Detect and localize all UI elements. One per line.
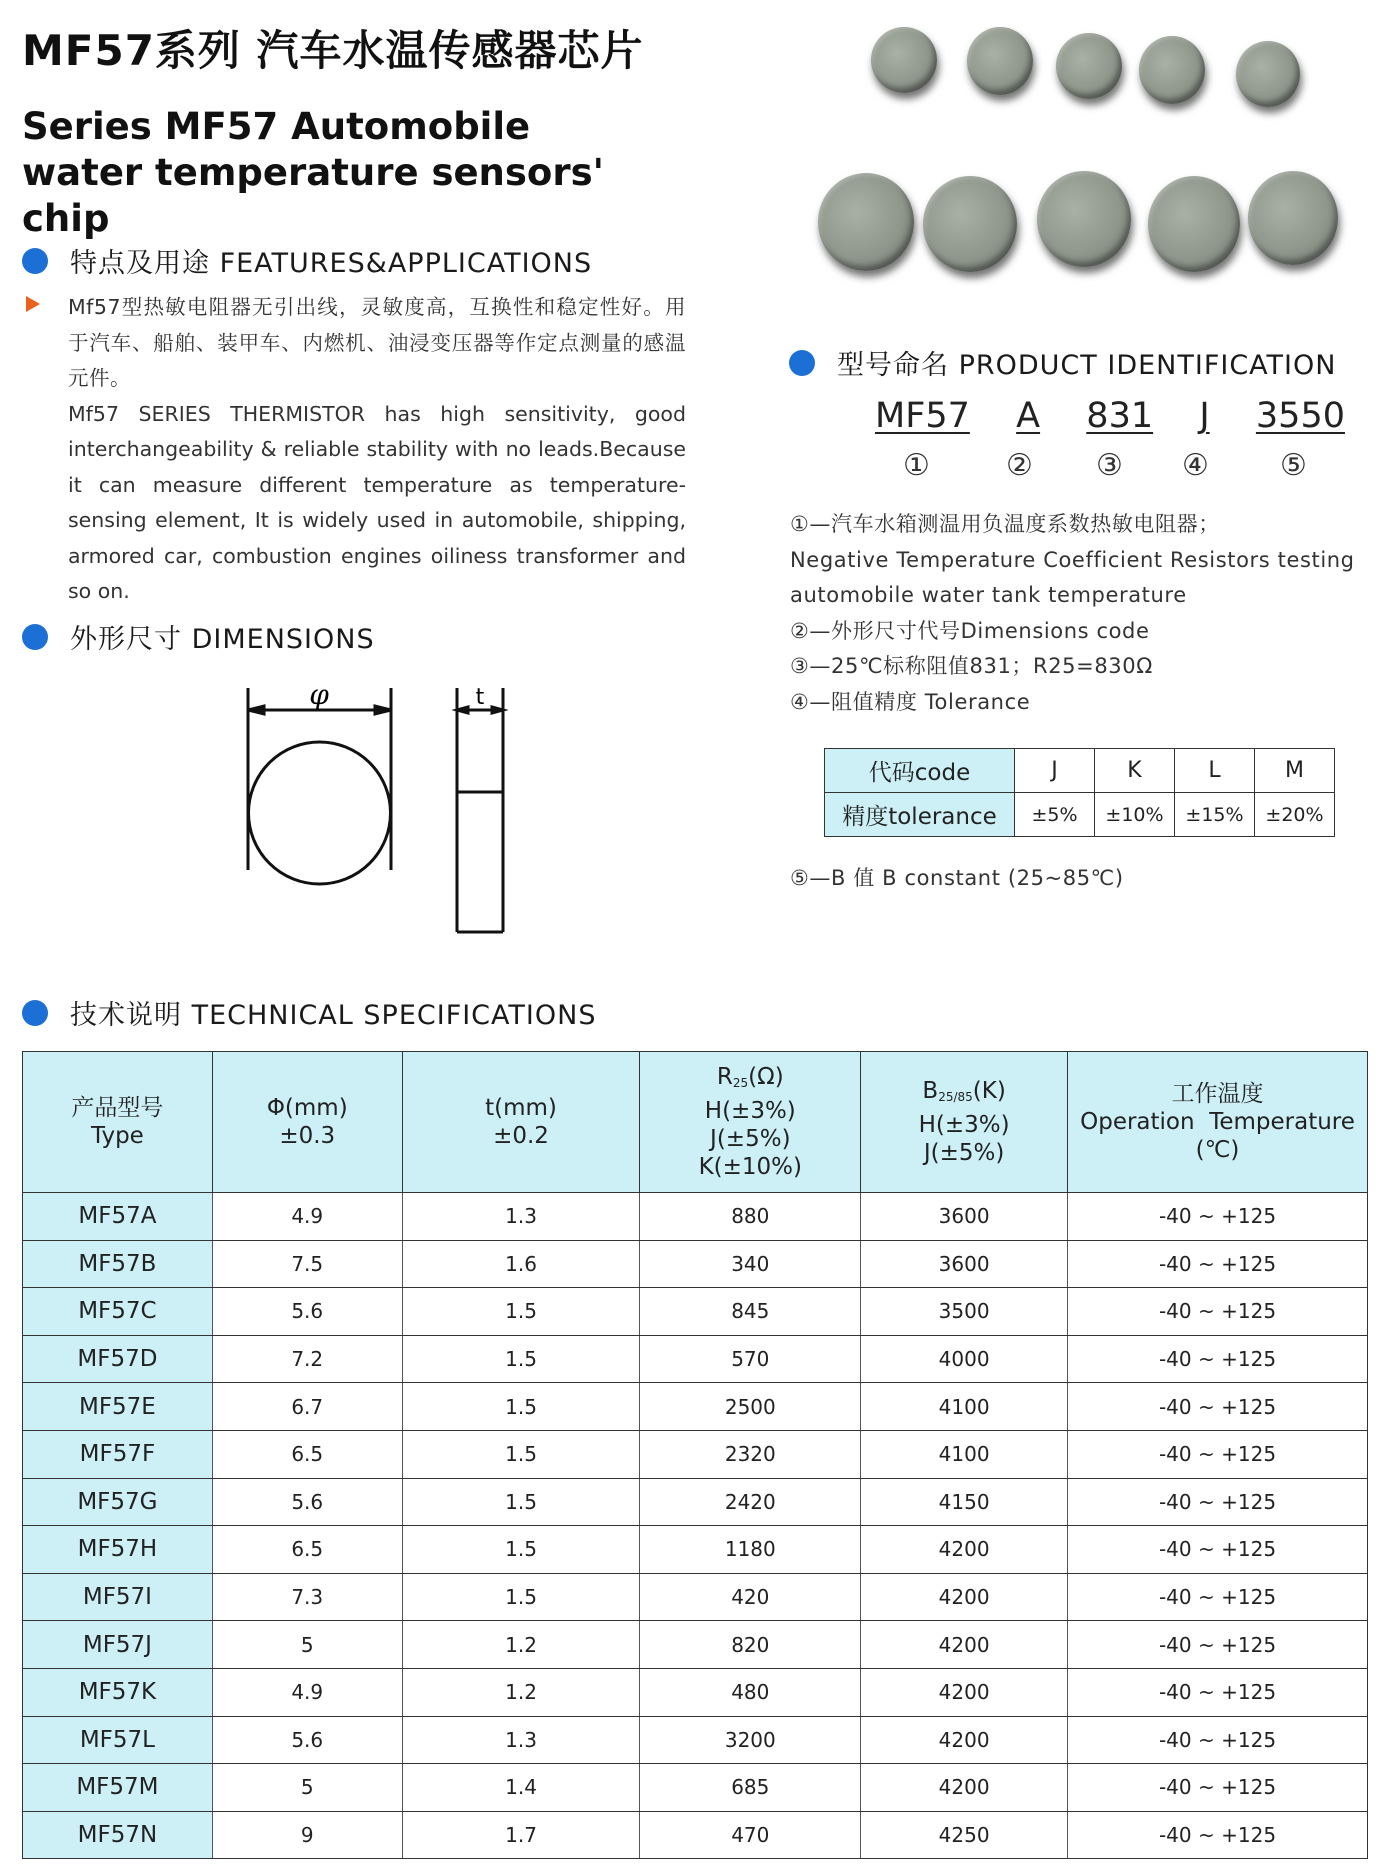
cell-diameter: 6.7 bbox=[212, 1383, 402, 1431]
note-1-en-b: automobile water tank temperature bbox=[790, 583, 1187, 607]
spec-table-body bbox=[23, 1193, 1368, 1859]
note-2: ②—外形尺寸代号Dimensions code bbox=[790, 618, 1150, 643]
part-number-marker: ① bbox=[903, 448, 930, 483]
header-r-sub: 25 bbox=[732, 1076, 749, 1090]
cell-type: MF57F bbox=[23, 1430, 213, 1478]
product-id-heading-text: 型号命名 PRODUCT IDENTIFICATION bbox=[837, 350, 1337, 381]
cell-type: MF57L bbox=[23, 1716, 213, 1764]
cell-b-constant: 4200 bbox=[861, 1668, 1068, 1716]
header-thickness-a: t(mm) bbox=[485, 1095, 557, 1121]
cell-resistance: 480 bbox=[640, 1668, 861, 1716]
table-row bbox=[23, 1383, 1368, 1431]
cell-operation-temp: -40 ~ +125 bbox=[1068, 1668, 1368, 1716]
model-part: MF57 bbox=[875, 396, 970, 436]
chip-image bbox=[1056, 33, 1122, 99]
features-heading-text: 特点及用途 FEATURES&APPLICATIONS bbox=[70, 248, 593, 279]
header-diameter-b: ±0.3 bbox=[279, 1123, 336, 1149]
table-row bbox=[23, 1526, 1368, 1574]
part-number-marker: ④ bbox=[1182, 448, 1209, 483]
cell-resistance: 1180 bbox=[640, 1526, 861, 1574]
cell-b-constant: 4200 bbox=[861, 1764, 1068, 1812]
cell-thickness: 1.5 bbox=[402, 1288, 640, 1336]
table-row bbox=[23, 1288, 1368, 1336]
cell-operation-temp: -40 ~ +125 bbox=[1068, 1811, 1368, 1859]
cell-type: MF57B bbox=[23, 1240, 213, 1288]
chip-image bbox=[1248, 171, 1338, 265]
cell-b-constant: 4200 bbox=[861, 1526, 1068, 1574]
arrow-left-icon bbox=[457, 707, 468, 713]
tolerance-table bbox=[824, 748, 1335, 837]
cell-b-constant: 3600 bbox=[861, 1240, 1068, 1288]
triangle-arrow-icon bbox=[26, 296, 40, 312]
header-diameter bbox=[212, 1052, 402, 1193]
cell-diameter: 5 bbox=[212, 1621, 402, 1669]
cell-resistance: 570 bbox=[640, 1335, 861, 1383]
tolerance-value-cell: ±5% bbox=[1015, 793, 1095, 837]
header-b-main: B bbox=[922, 1078, 939, 1104]
bullet-dot-icon bbox=[22, 248, 48, 274]
tolerance-code-cell: L bbox=[1175, 749, 1255, 793]
dimensions-heading bbox=[22, 617, 375, 656]
table-row bbox=[23, 1621, 1368, 1669]
table-row bbox=[23, 1668, 1368, 1716]
page-title-cn: MF57系列 汽车水温传感器芯片 bbox=[22, 26, 644, 75]
cell-thickness: 1.5 bbox=[402, 1478, 640, 1526]
cell-type: MF57K bbox=[23, 1668, 213, 1716]
header-type-cn: 产品型号 bbox=[71, 1095, 164, 1121]
cell-thickness: 1.5 bbox=[402, 1335, 640, 1383]
bullet-dot-icon bbox=[22, 624, 48, 650]
cell-type: MF57I bbox=[23, 1573, 213, 1621]
cell-diameter: 5.6 bbox=[212, 1478, 402, 1526]
tolerance-code-cell: K bbox=[1095, 749, 1175, 793]
table-row bbox=[23, 1573, 1368, 1621]
header-r-k: K(±10%) bbox=[698, 1154, 802, 1180]
product-id-heading bbox=[789, 343, 1336, 382]
header-operation-temp bbox=[1068, 1052, 1368, 1193]
cell-thickness: 1.5 bbox=[402, 1430, 640, 1478]
chip-image bbox=[1139, 36, 1205, 104]
header-b-j: J(±5%) bbox=[923, 1140, 1005, 1166]
chip-image bbox=[923, 176, 1017, 272]
part-number-marker: ⑤ bbox=[1280, 448, 1307, 483]
chip-image bbox=[967, 27, 1033, 95]
product-id-notes bbox=[790, 507, 1370, 720]
cell-type: MF57C bbox=[23, 1288, 213, 1336]
header-b-sub: 25/85 bbox=[938, 1090, 973, 1104]
header-op-en: Operation Temperature bbox=[1080, 1109, 1355, 1135]
cell-b-constant: 3500 bbox=[861, 1288, 1068, 1336]
tolerance-value-row bbox=[825, 793, 1335, 837]
header-type bbox=[23, 1052, 213, 1193]
cell-operation-temp: -40 ~ +125 bbox=[1068, 1335, 1368, 1383]
header-type-en: Type bbox=[91, 1123, 144, 1149]
cell-type: MF57H bbox=[23, 1526, 213, 1574]
bullet-dot-icon bbox=[22, 1000, 48, 1026]
cell-resistance: 2500 bbox=[640, 1383, 861, 1431]
dimension-drawing bbox=[230, 670, 520, 950]
header-op-cn: 工作温度 bbox=[1171, 1081, 1264, 1107]
cell-diameter: 7.2 bbox=[212, 1335, 402, 1383]
cell-operation-temp: -40 ~ +125 bbox=[1068, 1573, 1368, 1621]
model-code-breakdown bbox=[875, 396, 1345, 436]
cell-operation-temp: -40 ~ +125 bbox=[1068, 1526, 1368, 1574]
cell-b-constant: 4200 bbox=[861, 1621, 1068, 1669]
table-row bbox=[23, 1716, 1368, 1764]
cell-operation-temp: -40 ~ +125 bbox=[1068, 1288, 1368, 1336]
cell-diameter: 4.9 bbox=[212, 1193, 402, 1241]
chip-image bbox=[1148, 176, 1240, 272]
cell-thickness: 1.3 bbox=[402, 1716, 640, 1764]
cell-type: MF57M bbox=[23, 1764, 213, 1812]
cell-type: MF57A bbox=[23, 1193, 213, 1241]
note-5: ⑤—B 值 B constant (25~85℃) bbox=[790, 866, 1124, 890]
chip-front-circle bbox=[249, 742, 391, 884]
table-row bbox=[23, 1193, 1368, 1241]
cell-diameter: 5.6 bbox=[212, 1288, 402, 1336]
cell-thickness: 1.7 bbox=[402, 1811, 640, 1859]
cell-b-constant: 4250 bbox=[861, 1811, 1068, 1859]
arrow-right-icon bbox=[492, 707, 503, 713]
cell-b-constant: 4200 bbox=[861, 1573, 1068, 1621]
cell-b-constant: 3600 bbox=[861, 1193, 1068, 1241]
spec-header-row bbox=[23, 1052, 1368, 1193]
part-number-marker: ③ bbox=[1096, 448, 1123, 483]
cell-resistance: 880 bbox=[640, 1193, 861, 1241]
dimensions-heading-text: 外形尺寸 DIMENSIONS bbox=[70, 624, 375, 655]
cell-diameter: 5 bbox=[212, 1764, 402, 1812]
page-title-en: Series MF57 Automobile water temperature sensors' chip bbox=[22, 105, 604, 240]
table-row bbox=[23, 1764, 1368, 1812]
arrow-right-icon bbox=[375, 706, 391, 714]
cell-b-constant: 4150 bbox=[861, 1478, 1068, 1526]
cell-type: MF57E bbox=[23, 1383, 213, 1431]
features-heading bbox=[22, 241, 592, 280]
note-4: ④—阻值精度 Tolerance bbox=[790, 689, 1031, 714]
chip-image bbox=[1037, 171, 1131, 267]
part-number-marker: ② bbox=[1006, 448, 1033, 483]
table-row bbox=[23, 1240, 1368, 1288]
cell-operation-temp: -40 ~ +125 bbox=[1068, 1478, 1368, 1526]
cell-diameter: 5.6 bbox=[212, 1716, 402, 1764]
cell-type: MF57G bbox=[23, 1478, 213, 1526]
tolerance-code-label: 代码code bbox=[825, 749, 1015, 793]
cell-diameter: 4.9 bbox=[212, 1668, 402, 1716]
tolerance-code-row bbox=[825, 749, 1335, 793]
bullet-dot-icon bbox=[789, 350, 815, 376]
header-b-h: H(±3%) bbox=[918, 1112, 1010, 1138]
cell-operation-temp: -40 ~ +125 bbox=[1068, 1193, 1368, 1241]
cell-type: MF57D bbox=[23, 1335, 213, 1383]
cell-diameter: 9 bbox=[212, 1811, 402, 1859]
cell-resistance: 420 bbox=[640, 1573, 861, 1621]
cell-b-constant: 4100 bbox=[861, 1383, 1068, 1431]
cell-thickness: 1.4 bbox=[402, 1764, 640, 1812]
cell-diameter: 6.5 bbox=[212, 1526, 402, 1574]
header-r-h: H(±3%) bbox=[704, 1098, 796, 1124]
tolerance-code-cell: M bbox=[1255, 749, 1335, 793]
cell-operation-temp: -40 ~ +125 bbox=[1068, 1240, 1368, 1288]
cell-resistance: 2320 bbox=[640, 1430, 861, 1478]
features-text bbox=[68, 290, 686, 610]
cell-thickness: 1.3 bbox=[402, 1193, 640, 1241]
cell-thickness: 1.5 bbox=[402, 1383, 640, 1431]
cell-diameter: 7.5 bbox=[212, 1240, 402, 1288]
chip-image bbox=[818, 173, 914, 271]
cell-thickness: 1.6 bbox=[402, 1240, 640, 1288]
chip-image bbox=[1236, 41, 1300, 107]
phi-label: φ bbox=[309, 678, 329, 711]
cell-resistance: 845 bbox=[640, 1288, 861, 1336]
arrow-left-icon bbox=[248, 706, 264, 714]
header-b-title bbox=[861, 1077, 1067, 1111]
cell-resistance: 2420 bbox=[640, 1478, 861, 1526]
cell-thickness: 1.2 bbox=[402, 1668, 640, 1716]
cell-operation-temp: -40 ~ +125 bbox=[1068, 1716, 1368, 1764]
header-b-unit: (K) bbox=[972, 1078, 1006, 1104]
cell-resistance: 685 bbox=[640, 1764, 861, 1812]
note-3: ③—25℃标称阻值831；R25=830Ω bbox=[790, 654, 1153, 678]
cell-diameter: 7.3 bbox=[212, 1573, 402, 1621]
header-r-main: R bbox=[716, 1064, 733, 1090]
tech-specs-heading-text: 技术说明 TECHNICAL SPECIFICATIONS bbox=[70, 1000, 597, 1031]
cell-b-constant: 4000 bbox=[861, 1335, 1068, 1383]
model-part: A bbox=[1016, 396, 1041, 436]
model-part: J bbox=[1199, 396, 1210, 436]
cell-operation-temp: -40 ~ +125 bbox=[1068, 1621, 1368, 1669]
cell-resistance: 3200 bbox=[640, 1716, 861, 1764]
model-part: 3550 bbox=[1255, 396, 1345, 436]
header-thickness-b: ±0.2 bbox=[493, 1123, 549, 1149]
tolerance-code-cell: J bbox=[1015, 749, 1095, 793]
model-part: 831 bbox=[1086, 396, 1154, 436]
tech-specs-heading bbox=[22, 993, 596, 1032]
cell-resistance: 470 bbox=[640, 1811, 861, 1859]
tolerance-value-label: 精度tolerance bbox=[825, 793, 1015, 837]
header-resistance-title bbox=[640, 1063, 860, 1097]
tolerance-value-cell: ±10% bbox=[1095, 793, 1175, 837]
t-label: t bbox=[475, 685, 485, 710]
chip-image bbox=[871, 27, 937, 93]
cell-operation-temp: -40 ~ +125 bbox=[1068, 1764, 1368, 1812]
header-thickness bbox=[402, 1052, 640, 1193]
features-text-cn: Mf57型热敏电阻器无引出线，灵敏度高，互换性和稳定性好。用于汽车、船舶、装甲车、内燃机、油浸变压器等作定点测量的感温元件。 bbox=[68, 295, 686, 390]
cell-thickness: 1.5 bbox=[402, 1573, 640, 1621]
note-1-cn: ①—汽车水箱测温用负温度系数热敏电阻器； bbox=[790, 512, 1220, 536]
header-r-j: J(±5%) bbox=[710, 1126, 791, 1152]
cell-operation-temp: -40 ~ +125 bbox=[1068, 1430, 1368, 1478]
header-r-unit: (Ω) bbox=[748, 1064, 784, 1090]
cell-b-constant: 4100 bbox=[861, 1430, 1068, 1478]
note-1-en-a: Negative Temperature Coefficient Resistors testing bbox=[790, 547, 1355, 572]
cell-diameter: 6.5 bbox=[212, 1430, 402, 1478]
header-diameter-a: Φ(mm) bbox=[266, 1095, 348, 1121]
features-text-en: Mf57 SERIES THERMISTOR has high sensitivity, good interchangeability & reliable stability with no leads.Because it can measure different temperature as temperature-sensing element, It is widely used in automobile, shipping, armored car, combustion engines oiliness transformer and so on. bbox=[68, 401, 686, 603]
header-op-unit: (℃) bbox=[1195, 1137, 1240, 1163]
table-row bbox=[23, 1478, 1368, 1526]
cell-resistance: 340 bbox=[640, 1240, 861, 1288]
cell-resistance: 820 bbox=[640, 1621, 861, 1669]
cell-thickness: 1.2 bbox=[402, 1621, 640, 1669]
table-row bbox=[23, 1430, 1368, 1478]
tolerance-value-cell: ±15% bbox=[1175, 793, 1255, 837]
cell-thickness: 1.5 bbox=[402, 1526, 640, 1574]
tolerance-value-cell: ±20% bbox=[1255, 793, 1335, 837]
spec-table bbox=[22, 1051, 1368, 1859]
header-resistance bbox=[640, 1052, 861, 1193]
cell-b-constant: 4200 bbox=[861, 1716, 1068, 1764]
table-row bbox=[23, 1335, 1368, 1383]
cell-type: MF57N bbox=[23, 1811, 213, 1859]
header-b-constant bbox=[861, 1052, 1068, 1193]
table-row bbox=[23, 1811, 1368, 1859]
cell-type: MF57J bbox=[23, 1621, 213, 1669]
cell-operation-temp: -40 ~ +125 bbox=[1068, 1383, 1368, 1431]
